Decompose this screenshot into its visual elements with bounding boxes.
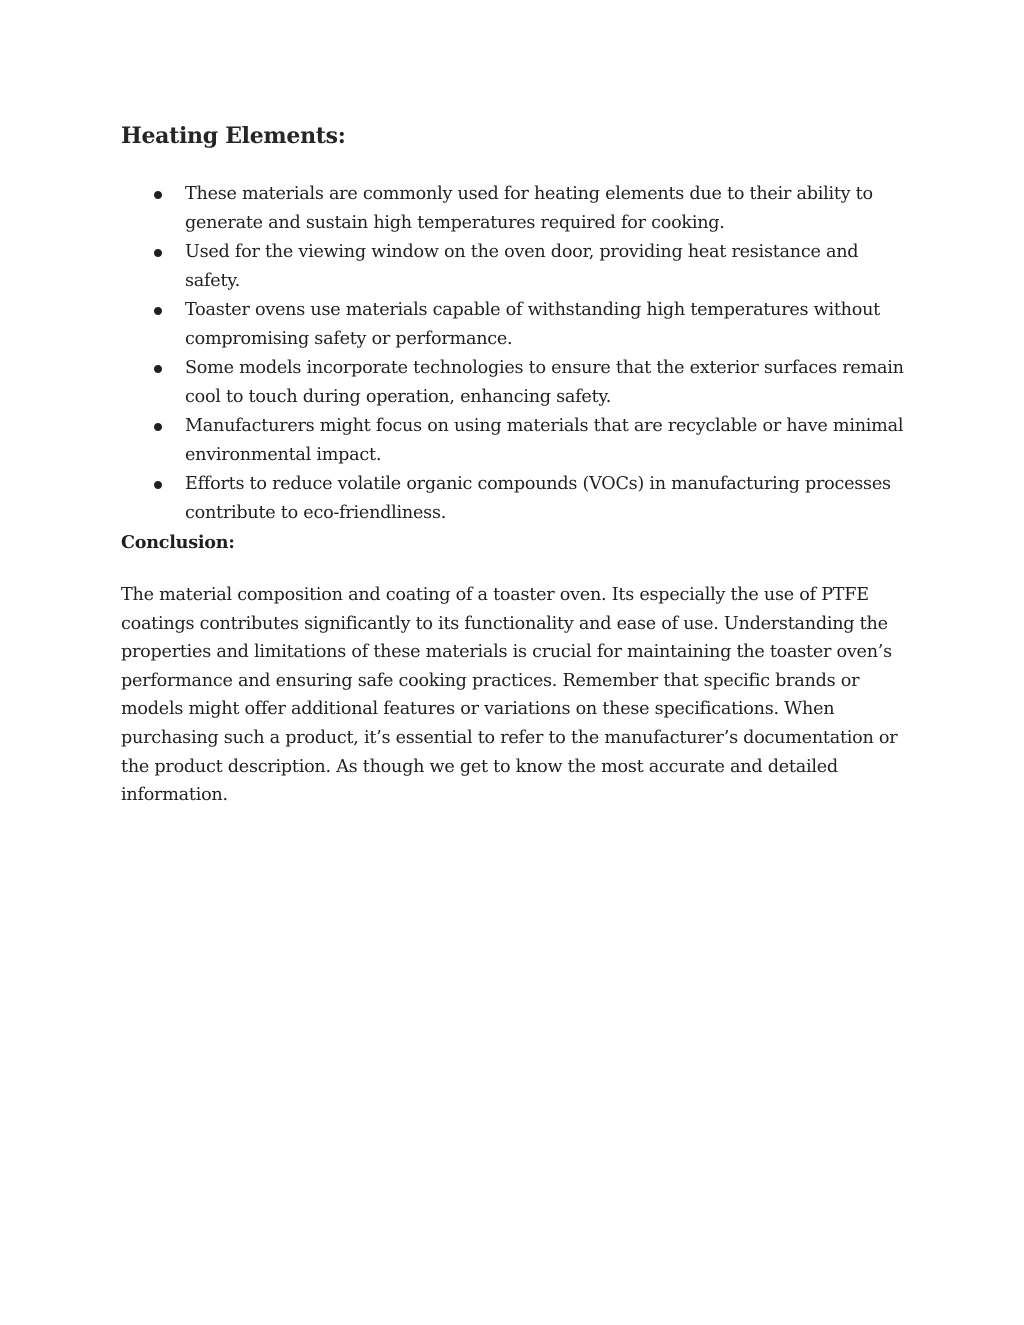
conclusion-paragraph: The material composition and coating of a toaster oven. Its especially the use of PTFE coatings contributes significantly to its functionality and ease of use. Understanding the properties and limitations of these materials is crucial for maintaining the toaster oven’s performance and ensuring safe cooking practices. Remember that specific brands or models might offer additional features or variations on these specifications. When purchasing such a product, it’s essential to refer to the manufacturer’s documentation or the product description. As though we get to know the most accurate and detailed information. xyxy=(121,585,898,806)
bullet-icon xyxy=(154,191,162,199)
bullet-list xyxy=(121,180,911,528)
list-item xyxy=(121,180,911,238)
document-page xyxy=(121,120,911,810)
list-item-text: Used for the viewing window on the oven door, providing heat resistance and safety. xyxy=(185,242,859,291)
bullet-icon xyxy=(154,481,162,489)
bullet-icon xyxy=(154,365,162,373)
bullet-icon xyxy=(154,307,162,315)
list-item-text: Toaster ovens use materials capable of withstanding high temperatures without compromising safety or performance. xyxy=(185,300,880,349)
conclusion-heading: Conclusion: xyxy=(121,532,235,553)
bullet-icon xyxy=(154,423,162,431)
list-item xyxy=(121,470,911,528)
list-item-text: Some models incorporate technologies to ensure that the exterior surfaces remain cool to touch during operation, enhancing safety. xyxy=(185,358,904,407)
list-item xyxy=(121,296,911,354)
bullet-icon xyxy=(154,249,162,257)
list-item xyxy=(121,412,911,470)
section-heading: Heating Elements: xyxy=(121,123,346,149)
list-item xyxy=(121,238,911,296)
list-item-text: These materials are commonly used for heating elements due to their ability to generate and sustain high temperatures required for cooking. xyxy=(185,184,873,233)
list-item-text: Manufacturers might focus on using materials that are recyclable or have minimal environmental impact. xyxy=(185,416,904,465)
list-item xyxy=(121,354,911,412)
list-item-text: Efforts to reduce volatile organic compounds (VOCs) in manufacturing processes contribute to eco-friendliness. xyxy=(185,474,891,523)
